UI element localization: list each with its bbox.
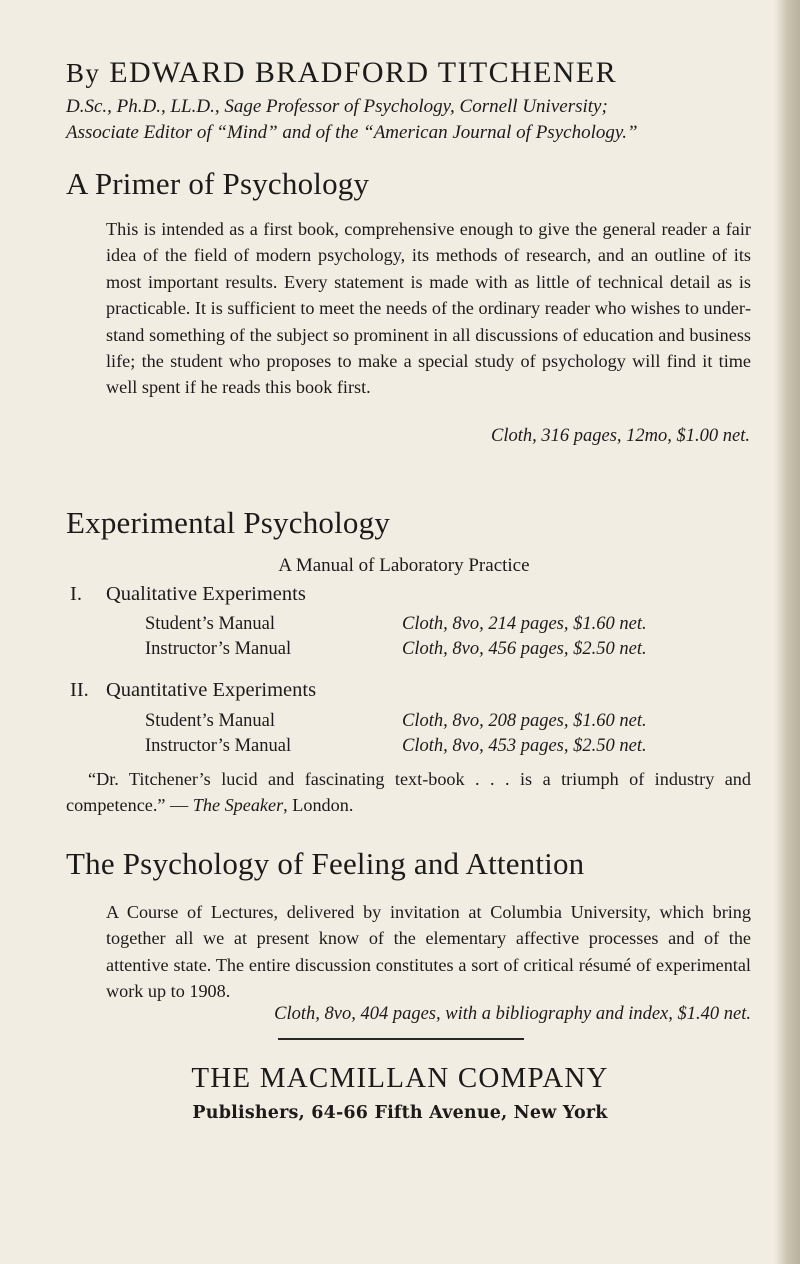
manual-price: Cloth, 8vo, 456 pages, $2.50 net. — [402, 639, 647, 659]
manual-price: Cloth, 8vo, 208 pages, $1.60 net. — [402, 711, 647, 731]
author-credentials — [66, 94, 786, 146]
page-edge-shadow — [774, 0, 800, 1264]
part-label: Quantitative Experiments — [106, 679, 317, 701]
publisher-name: THE MACMILLAN COMPANY — [191, 1062, 609, 1094]
book-title-experimental: Experimental Psychology — [66, 505, 391, 540]
part-numeral: I. — [70, 583, 82, 605]
author-name: EDWARD BRADFORD TITCHENER — [109, 56, 618, 89]
part-label: Qualitative Experiments — [106, 583, 306, 605]
manual-name: Instructor’s Manual — [145, 736, 292, 756]
book-price-feeling-attention: Cloth, 8vo, 404 pages, with a bibliography and index, $1.40 net. — [274, 1004, 751, 1024]
manual-row — [145, 736, 750, 762]
manual-price: Cloth, 8vo, 453 pages, $2.50 net. — [402, 736, 647, 756]
review-quote-text: “Dr. Titchener’s lucid and fascinating text-book . . . is a triumph of industry and competence.” — — [66, 769, 751, 816]
book-subtitle-experimental: A Manual of Laboratory Practice — [278, 555, 530, 576]
by-label: By — [66, 58, 101, 88]
review-quote — [66, 766, 751, 819]
part-numeral: II. — [70, 679, 89, 701]
manual-row — [145, 711, 750, 737]
publisher-address: Publishers, 64-66 Fifth Avenue, New York — [192, 1103, 608, 1123]
credentials-line-2: Associate Editor of “Mind” and of the “American Journal of Psychology.” — [66, 122, 638, 143]
review-source: The Speaker — [192, 795, 284, 816]
credentials-line-1: D.Sc., Ph.D., LL.D., Sage Professor of Psychology, Cornell University; — [66, 96, 608, 117]
book-title-primer: A Primer of Psychology — [66, 166, 370, 201]
book-description-primer: This is intended as a first book, comprehensive enough to give the general reader a fair idea of the field of modern psychology, its methods of research, and an outline of its most important results. Every statement is made with as little of technical detail as is practicable. It is sufficient to meet the needs of the ordinary reader who wishes to understand something of the subject so prominent in all discussions of education and business life; the student who proposes to make a special study of psychology will find it time well spent if he reads this book first. — [106, 219, 751, 398]
divider-rule — [278, 1038, 524, 1040]
manual-name: Student’s Manual — [145, 711, 276, 731]
book-description-feeling-attention: A Course of Lectures, delivered by invitation at Columbia University, which bring together all we at present know of the elementary affective processes and of the attentive state. The entire discussion constitutes a sort of critical résumé of experimental work up to 1908. — [106, 902, 751, 1002]
part-heading-qualitative — [70, 583, 306, 606]
review-location: , London. — [283, 795, 354, 816]
book-price-primer: Cloth, 316 pages, 12mo, $1.00 net. — [491, 426, 750, 446]
book-title-feeling-attention: The Psychology of Feeling and Attention — [66, 846, 585, 881]
manual-row — [145, 639, 750, 665]
author-byline — [66, 56, 617, 90]
manual-name: Student’s Manual — [145, 614, 276, 634]
part-heading-quantitative — [70, 679, 316, 702]
manual-price: Cloth, 8vo, 214 pages, $1.60 net. — [402, 614, 647, 634]
manual-name: Instructor’s Manual — [145, 639, 292, 659]
manual-row — [145, 614, 750, 640]
